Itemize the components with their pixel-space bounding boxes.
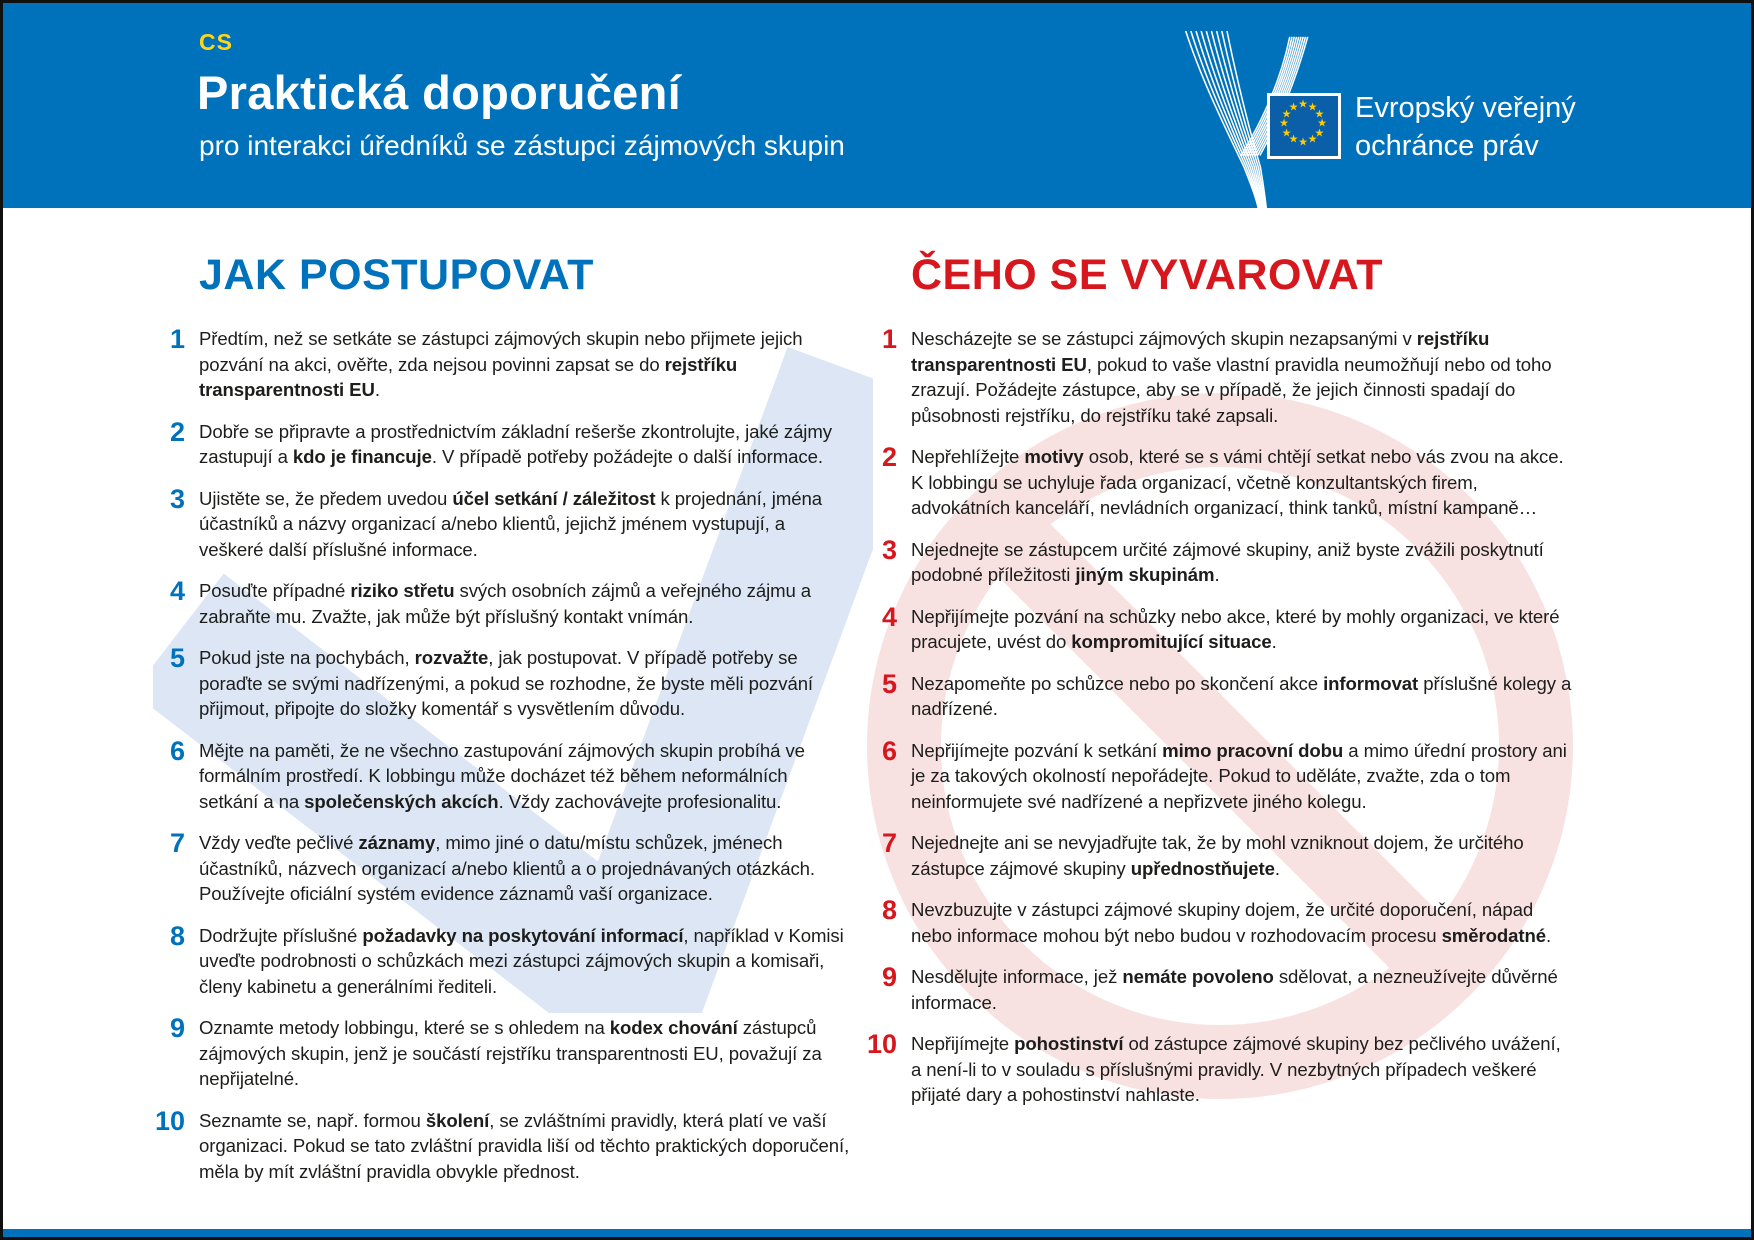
eu-star-icon: ★ xyxy=(1307,133,1318,146)
do-column xyxy=(137,251,851,1200)
item-text: Předtím, než se setkáte se zástupci zájmových skupin nebo přijmete jejich pozvání na akci, ověřte, zda nejsou povinni zapsat se do rejstříku transparentnosti EU. xyxy=(199,328,803,400)
do-item xyxy=(137,483,851,563)
organization-name xyxy=(1355,89,1576,165)
dont-column xyxy=(849,251,1573,1124)
item-number: 5 xyxy=(169,643,185,673)
item-number: 4 xyxy=(881,601,897,632)
item-text: Mějte na paměti, že ne všechno zastupování zájmových skupin probíhá ve formálním prostředí. K lobbingu může docházet též během neformálních setkání a na společenských akcích. Vždy zachovávejte profesionalitu. xyxy=(199,739,805,812)
item-number: 5 xyxy=(881,668,897,699)
do-item xyxy=(137,645,851,722)
item-number: 6 xyxy=(881,735,897,766)
dont-item xyxy=(849,1031,1573,1108)
item-number: 2 xyxy=(881,442,897,472)
do-item xyxy=(137,416,851,470)
dont-item xyxy=(849,534,1573,588)
do-item xyxy=(137,920,851,1000)
item-number: 8 xyxy=(169,920,185,951)
item-text: Ujistěte se, že předem uvedou účel setkání / záležitost k projednání, jména účastníků a názvy organizací a/nebo klientů, jejichž jménem vystupují, a veškeré další příslušné informace. xyxy=(199,487,822,560)
item-number: 1 xyxy=(169,324,185,354)
do-item xyxy=(137,1015,851,1092)
dont-heading: ČEHO SE VYVAROVAT xyxy=(911,251,1384,299)
eu-star-icon: ★ xyxy=(1314,108,1325,120)
item-text: Nejednejte se zástupcem určité zájmové skupiny, aniž byste zvážili poskytnutí podobné příležitosti jiným skupinám. xyxy=(911,538,1544,585)
item-text: Seznamte se, např. formou školení, se zvláštními pravidly, která platí ve vaší organizaci. Pokud se tato zvláštní pravidla liší od těchto praktických doporučení, měla by mít zvláštní pravidla obvykle přednost. xyxy=(199,1109,850,1182)
eu-star-icon: ★ xyxy=(1288,101,1299,114)
do-item xyxy=(137,830,851,907)
organization-name-line2: ochránce práv xyxy=(1355,130,1539,162)
do-item xyxy=(137,1105,851,1185)
eu-star-icon: ★ xyxy=(1317,117,1327,130)
page-subtitle: pro interakci úředníků se zástupci zájmových skupin xyxy=(199,130,845,161)
dont-item xyxy=(849,964,1573,1015)
do-heading: JAK POSTUPOVAT xyxy=(199,251,594,299)
item-number: 4 xyxy=(169,576,185,606)
eu-star-icon: ★ xyxy=(1281,127,1292,139)
item-text: Posuďte případné riziko střetu svých osobních zájmů a veřejného zájmu a zabraňte mu. Zvažte, jak může být příslušný kontakt vnímán. xyxy=(199,580,812,627)
item-number: 7 xyxy=(881,828,897,858)
item-text: Pokud jste na pochybách, rozvažte, jak postupovat. V případě potřeby se poraďte se svými nadřízenými, a pokud se rozhodne, že byste měli pozvání přijmout, připojte do složky komentář s vysvětlením důvodu. xyxy=(199,647,814,719)
dont-item xyxy=(849,668,1573,722)
item-number: 3 xyxy=(881,534,897,565)
item-text: Vždy veďte pečlivé záznamy, mimo jiné o datu/místu schůzek, jménech účastníků, názvech organizací a/nebo klientů a o projednávaných otázkách. Používejte oficiální systém evidence záznamů vaší organizace. xyxy=(199,832,815,904)
item-text: Nescházejte se se zástupci zájmových skupin nezapsanými v rejstříku transparentnosti EU, pokud to vaše vlastní pravidla neumožňují nebo od toho zrazují. Požádejte zástupce, aby se v případě, že jejich činnosti spadají do působnosti rejstříku, do rejstříku také zapsali. xyxy=(911,328,1552,426)
eu-star-icon: ★ xyxy=(1281,108,1292,120)
dont-item xyxy=(849,601,1573,655)
item-text: Oznamte metody lobbingu, které se s ohledem na kodex chování zástupců zájmových skupin, jenž je součástí rejstříku transparentnosti EU, považují za nepřijatelné. xyxy=(199,1017,822,1089)
item-number: 10 xyxy=(866,1029,897,1059)
do-list xyxy=(137,326,851,1184)
eu-flag-stars xyxy=(1270,96,1338,156)
dont-item xyxy=(849,326,1573,428)
item-text: Nepřijímejte pozvání k setkání mimo pracovní dobu a mimo úřední prostory ani je za takových okolností nepořádejte. Pokud to uděláte, zvažte, zda o tom neinformujete své nadřízené a nepřizvete jiného kolegu. xyxy=(911,739,1567,812)
item-text: Nezapomeňte po schůzce nebo po skončení akce informovat příslušné kolegy a nadřízené. xyxy=(911,672,1572,719)
do-item xyxy=(137,578,851,629)
item-text: Nesdělujte informace, jež nemáte povoleno sdělovat, a nezneužívejte důvěrné informace. xyxy=(911,966,1558,1013)
eu-star-icon: ★ xyxy=(1307,101,1318,114)
item-text: Nejednejte ani se nevyjadřujte tak, že by mohl vzniknout dojem, že určitého zástupce zájmové skupiny upřednostňujete. xyxy=(911,832,1524,879)
item-text: Nepřehlížejte motivy osob, které se s vámi chtějí setkat nebo vás zvou na akce. K lobbingu se uchyluje řada organizací, včetně konzultantských firem, advokátních kanceláří, nevládních organizací, think tanků, místní kampaně… xyxy=(911,446,1564,518)
eu-flag-icon xyxy=(1267,93,1341,159)
item-number: 9 xyxy=(169,1013,185,1043)
dont-item xyxy=(849,830,1573,881)
item-number: 7 xyxy=(169,828,185,858)
item-number: 8 xyxy=(881,895,897,925)
item-text: Dobře se připravte a prostřednictvím základní rešerše zkontrolujte, jaké zájmy zastupují a kdo je financuje. V případě potřeby požádejte o další informace. xyxy=(199,420,832,467)
do-item xyxy=(137,735,851,815)
item-text: Nepřijímejte pohostinství od zástupce zájmové skupiny bez pečlivého uvážení, a není-li to v souladu s příslušnými pravidly. V nezbytných případech veškeré přijaté dary a pohostinství nahlaste. xyxy=(911,1033,1561,1105)
eu-star-icon: ★ xyxy=(1279,117,1289,130)
item-number: 9 xyxy=(881,962,897,992)
header-band xyxy=(3,3,1751,208)
dont-item xyxy=(849,897,1573,948)
eu-star-icon: ★ xyxy=(1288,133,1299,146)
item-number: 2 xyxy=(169,416,185,447)
eu-star-icon: ★ xyxy=(1298,136,1308,149)
item-text: Nepřijímejte pozvání na schůzky nebo akce, které by mohly organizaci, ve které pracujete, uvést do kompromitující situace. xyxy=(911,605,1560,652)
page-title: Praktická doporučení xyxy=(197,66,681,119)
item-number: 6 xyxy=(169,735,185,766)
eu-star-icon: ★ xyxy=(1298,98,1308,111)
dont-item xyxy=(849,444,1573,521)
organization-name-line1: Evropský veřejný xyxy=(1355,92,1576,124)
item-number: 1 xyxy=(881,324,897,354)
do-item xyxy=(137,326,851,403)
item-number: 10 xyxy=(154,1105,185,1136)
language-code: CS xyxy=(199,29,233,55)
dont-list xyxy=(849,326,1573,1108)
item-text: Dodržujte příslušné požadavky na poskytování informací, například v Komisi uveďte podrobnosti o schůzkách mezi zástupci zájmových skupin a komisaři, členy kabinetu a generálními řediteli. xyxy=(199,924,844,997)
dont-item xyxy=(849,735,1573,815)
footer-bar xyxy=(3,1229,1751,1237)
item-text: Nevzbuzujte v zástupci zájmové skupiny dojem, že určité doporučení, nápad nebo informace mohou být nebo budou v rozhodovacím procesu směrodatné. xyxy=(911,899,1552,946)
item-number: 3 xyxy=(169,483,185,514)
eu-star-icon: ★ xyxy=(1314,127,1325,139)
